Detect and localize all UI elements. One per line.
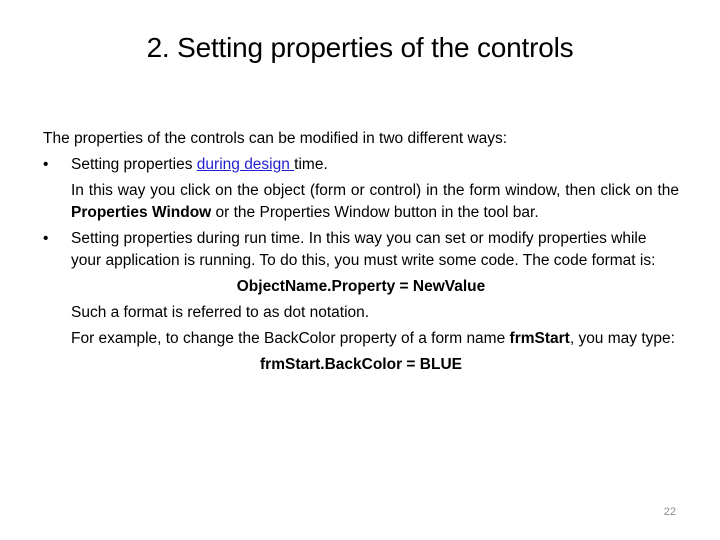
bullet1-suffix: time. [294,156,328,173]
bullet1-prefix: Setting properties [71,156,197,173]
bullet-design-time [43,154,679,176]
slide-content [43,128,679,380]
properties-window-term: Properties Window [71,204,212,221]
frmstart-term: frmStart [509,330,570,347]
code-format: ObjectName.Property = NewValue [236,278,486,295]
slide-title: 2. Setting properties of the controls [146,32,574,63]
during-design-link[interactable]: during design [196,156,295,173]
example-text [43,328,679,350]
detail-part1: In this way you click on the object (form or control) in the form window, then click on the [71,182,679,199]
example-part1: For example, to change the BackColor property of a form name [71,330,510,347]
dot-notation-note: Such a format is referred to as dot notation. [71,304,370,321]
bullet-run-time [43,228,679,272]
design-time-detail [43,180,679,224]
bullet2-text: Setting properties during run time. In this way you can set or modify properties while your application is running. To do this, you must write some code. The code format is: [71,230,656,269]
bullet-icon: • [43,156,49,173]
detail-part2: or the Properties Window button in the tool bar. [211,204,539,221]
intro-text: The properties of the controls can be modified in two different ways: [43,130,508,147]
bullet-icon: • [43,230,49,247]
page-number: 22 [663,506,676,518]
example-code: frmStart.BackColor = BLUE [260,356,462,373]
example-part2: , you may type: [569,330,675,347]
